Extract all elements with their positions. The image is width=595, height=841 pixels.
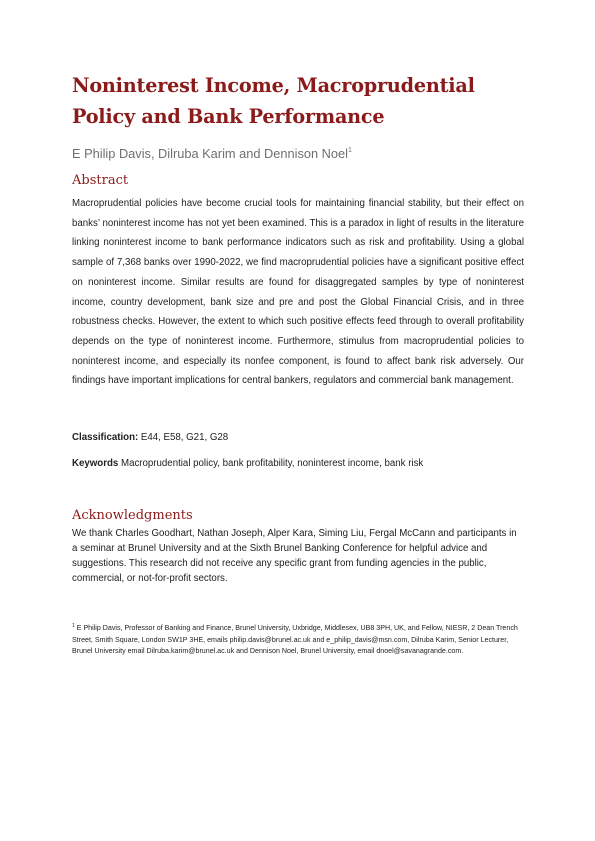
author-line <box>72 146 524 162</box>
acknowledgments-heading: Acknowledgments <box>72 508 193 524</box>
paper-page <box>72 70 524 658</box>
author-footnote-marker[interactable]: 1 <box>347 147 352 154</box>
footnote-marker: 1 <box>72 623 75 630</box>
keywords-value: Macroprudential policy, bank profitability, noninterest income, bank risk <box>118 458 424 470</box>
author-footnote <box>72 623 524 658</box>
footnote-text: E Philip Davis, Professor of Banking and Finance, Brunel University, Uxbridge, Middlesex, UB8 3PH, UK, and Fellow, NIESR, 2 Dean Trench Street, Smith Square, London SW1P 3HE, emails philip.davis@brunel.ac.uk and e_philip_davis@msn.com, Dilruba Karim, Senior Lecturer, Brunel University email Dilruba.karim@brunel.ac.uk and Dennison Noel, Brunel University, email dnoel@savanagrande.com. <box>72 624 518 656</box>
keywords-label: Keywords <box>72 458 119 470</box>
classification-line <box>72 431 524 445</box>
author-names: E Philip Davis, Dilruba Karim and Dennison Noel <box>72 146 348 161</box>
classification-label: Classification: <box>72 432 139 444</box>
keywords-line <box>72 457 524 471</box>
classification-value: E44, E58, G21, G28 <box>138 432 229 444</box>
abstract-heading: Abstract <box>72 173 129 188</box>
paper-title: Noninterest Income, Macroprudential Policy and Bank Performance <box>72 74 475 128</box>
abstract-text: Macroprudential policies have become crucial tools for maintaining financial stability, but their effect on banks’ noninterest income has not yet been examined. This is a paradox in light of results in the literature linking noninterest income to bank performance indicators such as risk and profitability. Using a global sample of 7,368 banks over 1990-2022, we find macroprudential policies have a significant positive effect on noninterest income. Similar results are found for disaggregated samples by type of noninterest income, country development, bank size and pre and post the Global Financial Crisis, and in three robustness checks. However, the extent to which such positive effects feed through to overall profitability depends on the type of noninterest income. Furthermore, stimulus from macroprudential policies to noninterest income, and especially its nonfee component, is found to affect bank risk adversely. Our findings have important implications for central bankers, regulators and commercial bank management. <box>72 198 524 387</box>
acknowledgments-text: We thank Charles Goodhart, Nathan Joseph, Alper Kara, Siming Liu, Fergal McCann and participants in a seminar at Brunel University and at the Sixth Brunel Banking Conference for helpful advice and suggestions. This research did not receive any specific grant from funding agencies in the public, commercial, or not-for-profit sectors. <box>72 528 517 585</box>
